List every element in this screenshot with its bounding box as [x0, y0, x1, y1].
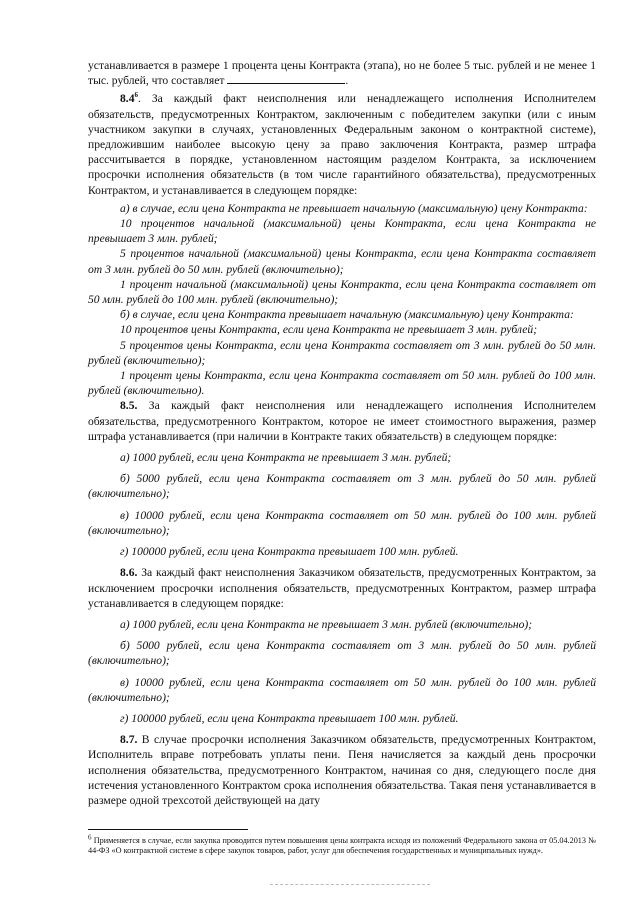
clause-number: 8.6.	[120, 566, 138, 580]
clause-8-4-a2: 5 процентов начальной (максимальной) цены Контракта, если цена Контракта составляет от 3 млн. рублей до 50 млн. рублей (включительно);	[88, 247, 596, 276]
clause-8-5: 8.5. За каждый факт неисполнения или ненадлежащего исполнения Исполнителем обязательства, предусмотренного Контрактом, которое не имеет стоимостного выражения, размер штрафа устанавливается (при наличии в Контракте таких обязательств) в следующем порядке:	[88, 399, 596, 443]
clause-8-4-b: б) в случае, если цена Контракта превышает начальную (максимальную) цену Контракта:	[120, 308, 574, 322]
clause-8-4-b3: 1 процент цены Контракта, если цена Контракта составляет от 50 млн. рублей до 100 млн. рублей (включительно).	[88, 369, 596, 398]
document-body	[88, 58, 596, 808]
clause-8-4-b1: 10 процентов цены Контракта, если цена Контракта не превышает 3 млн. рублей;	[120, 323, 538, 337]
clause-number: 8.7.	[120, 733, 138, 747]
clause-8-6-b: б) 5000 рублей, если цена Контракта составляет от 3 млн. рублей до 50 млн. рублей (включительно);	[88, 639, 596, 668]
clause-8-5-a: а) 1000 рублей, если цена Контракта не превышает 3 млн. рублей;	[120, 451, 452, 465]
clause-number: $8.4^6$	[120, 91, 138, 106]
clause-8-6-a: а) 1000 рублей, если цена Контракта не превышает 3 млн. рублей (включительно);	[120, 617, 533, 631]
clause-8-6-d: г) 100000 рублей, если цена Контракта превышает 100 млн. рублей.	[120, 711, 459, 725]
clause-8-6: 8.6. За каждый факт неисполнения Заказчиком обязательств, предусмотренных Контрактом, за исключением просрочки исполнения обязательств, предусмотренных Контрактом, размер штрафа устанавливается в следующем порядке:	[88, 566, 596, 610]
footnote: $^6$ Применяется в случае, если закупка проводится путем повышения цены контракта исходя из положений Федерального закона от 05.04.2013 № 44-ФЗ «О контрактной системе в сфере закупок товаров, работ, услуг для обеспечения государственных и муниципальных нужд».	[88, 833, 596, 856]
clause-8-5-b: б) 5000 рублей, если цена Контракта составляет от 3 млн. рублей до 50 млн. рублей (включительно);	[88, 472, 596, 501]
clause-8-4-a1: 10 процентов начальной (максимальной) цены Контракта, если цена Контракта не превышает 3 млн. рублей;	[88, 217, 596, 246]
clause-8-4-a: а) в случае, если цена Контракта не превышает начальную (максимальную) цену Контракта:	[120, 201, 588, 215]
footnote-mark: 6	[88, 833, 92, 842]
clause-8-7: 8.7. В случае просрочки исполнения Заказчиком обязательств, предусмотренных Контрактом, Исполнитель вправе потребовать уплаты пени. Пеня начисляется за каждый день просрочки исполнения обязательства, предусмотренного Контрактом, начиная со дня, следующего после дня истечения установленного Контрактом срока исполнения обязательства. Такая пеня устанавливается в размере одной трехсотой действующей на дату	[88, 733, 596, 807]
clause-8-4-b2: 5 процентов цены Контракта, если цена Контракта составляет от 3 млн. рублей до 50 млн. рублей (включительно);	[88, 338, 596, 367]
clause-8-6-c: в) 10000 рублей, если цена Контракта составляет от 50 млн. рублей до 100 млн. рублей (включительно);	[88, 675, 596, 704]
scan-artifact	[270, 884, 430, 885]
clause-8-4: $8.4^6$. За каждый факт неисполнения или ненадлежащего исполнения Исполнителем обязательств, предусмотренных Контрактом, заключенным с победителем закупки (или с иным участником закупки в случаях, установленных Федеральным законом о контрактной системе), предложившим наиболее высокую цену за право заключения Контракта, размер штрафа рассчитывается в порядке, установленном настоящим разделом Контракта, за исключением просрочки исполнения обязательств (в том числе гарантийного обязательства), предусмотренных Контрактом, и устанавливается в следующем порядке:	[88, 91, 596, 197]
paragraph-fee-amount: устанавливается в размере 1 процента цены Контракта (этапа), но не более 5 тыс. рублей и не менее 1 тыс. рублей, что составляет .	[88, 59, 596, 88]
footnote-divider	[88, 829, 248, 830]
clause-8-5-d: г) 100000 рублей, если цена Контракта превышает 100 млн. рублей.	[120, 545, 459, 559]
blank-field	[227, 73, 345, 84]
clause-8-5-c: в) 10000 рублей, если цена Контракта составляет от 50 млн. рублей до 100 млн. рублей (включительно);	[88, 508, 596, 537]
clause-number: 8.5.	[120, 399, 138, 413]
clause-8-4-a3: 1 процент начальной (максимальной) цены Контракта, если цена Контракта составляет от 50 млн. рублей до 100 млн. рублей (включительно);	[88, 277, 596, 307]
